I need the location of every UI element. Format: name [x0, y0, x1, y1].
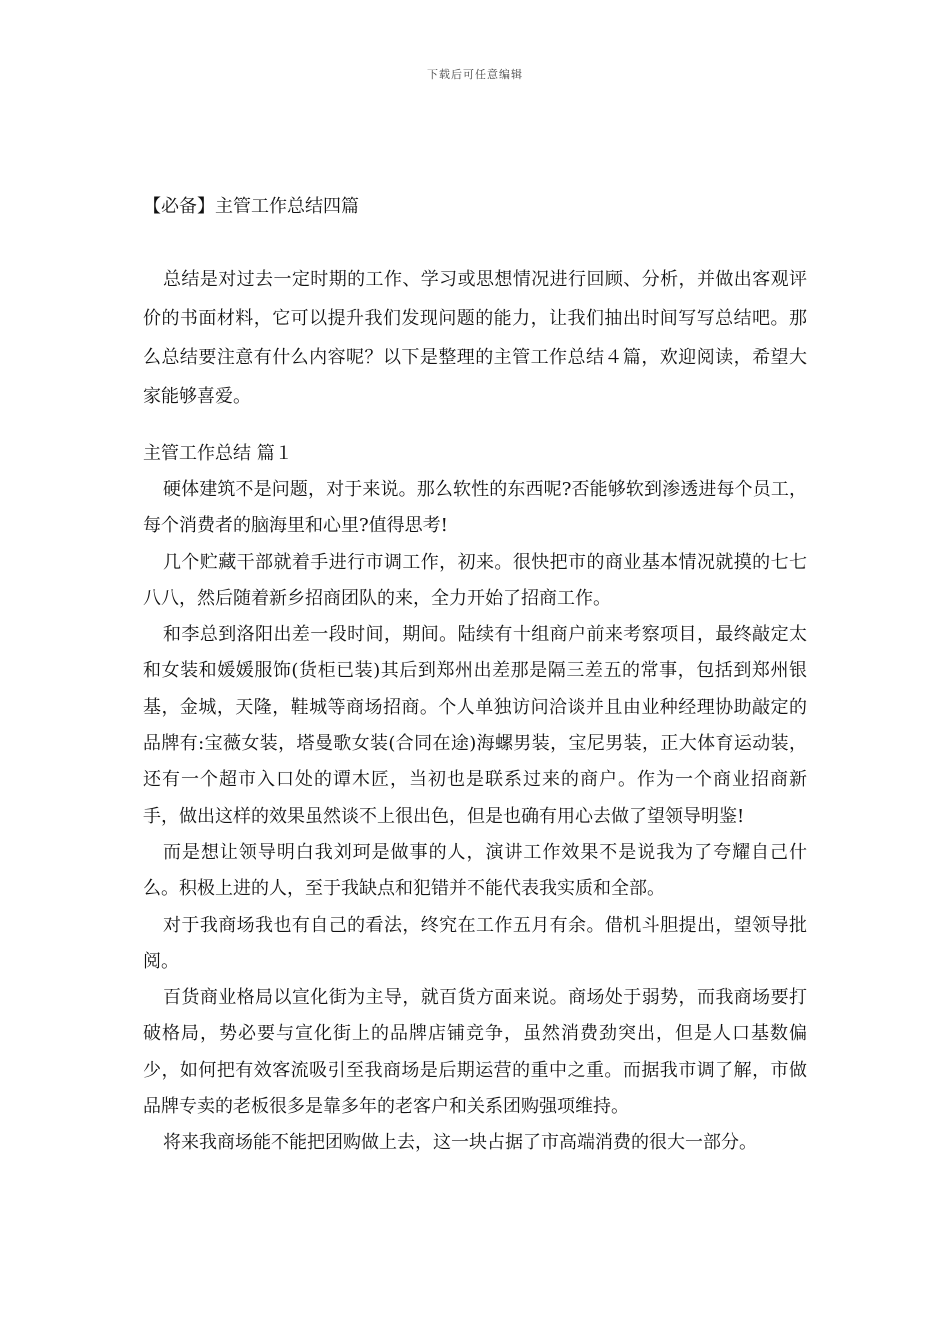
intro-paragraph: 总结是对过去一定时期的工作、学习或思想情况进行回顾、分析，并做出客观评价的书面材料，它可以提升我们发现问题的能力，让我们抽出时间写写总结吧。那么总结要注意有什么内容呢？以下是整理的主管工作总结４篇，欢迎阅读，希望大家能够喜爱。 [143, 269, 807, 407]
page-header-note: 下载后可任意编辑 [427, 68, 523, 81]
body-paragraph: 几个贮藏干部就着手进行市调工作，初来。很快把市的商业基本情况就摸的七七八八，然后随着新乡招商团队的来，全力开始了招商工作。 [143, 551, 807, 609]
body-paragraph: 百货商业格局以宣化街为主导，就百货方面来说。商场处于弱势，而我商场要打破格局，势必要与宣化街上的品牌店铺竞争，虽然消费劲突出，但是人口基数偏少，如何把有效客流吸引至我商场是后期运营的重中之重。而据我市调了解，市做品牌专卖的老板很多是靠多年的老客户和关系团购强项维持。 [143, 987, 807, 1118]
section-heading: 主管工作总结 篇１ [143, 443, 293, 464]
body-paragraph: 和李总到洛阳出差一段时间，期间。陆续有十组商户前来考察项目，最终敲定太和女装和媛媛服饰(货柜已装)其后到郑州出差那是隔三差五的常事，包括到郑州银基，金城，天隆，鞋城等商场招商。个人单独访问洽谈并且由业种经理协助敲定的品牌有:宝薇女装，塔曼歌女装(合同在途)海螺男装，宝尼男装，正大体育运动装，还有一个超市入口处的谭木匠，当初也是联系过来的商户。作为一个商业招商新手，做出这样的效果虽然谈不上很出色，但是也确有用心去做了望领导明鉴! [143, 624, 807, 827]
body-paragraph: 硬体建筑不是问题，对于来说。那么软性的东西呢?否能够软到渗透进每个员工，每个消费者的脑海里和心里?值得思考! [143, 479, 807, 537]
body-paragraph: 对于我商场我也有自己的看法，终究在工作五月有余。借机斗胆提出，望领导批阅。 [143, 914, 807, 972]
body-paragraph: 将来我商场能不能把团购做上去，这一块占据了市高端消费的很大一部分。 [163, 1132, 757, 1154]
document-title: 【必备】主管工作总结四篇 [143, 196, 359, 217]
body-paragraph: 而是想让领导明白我刘珂是做事的人，演讲工作效果不是说我为了夸耀自己什么。积极上进的人，至于我缺点和犯错并不能代表我实质和全部。 [143, 841, 807, 900]
section-paragraphs [143, 472, 807, 1162]
